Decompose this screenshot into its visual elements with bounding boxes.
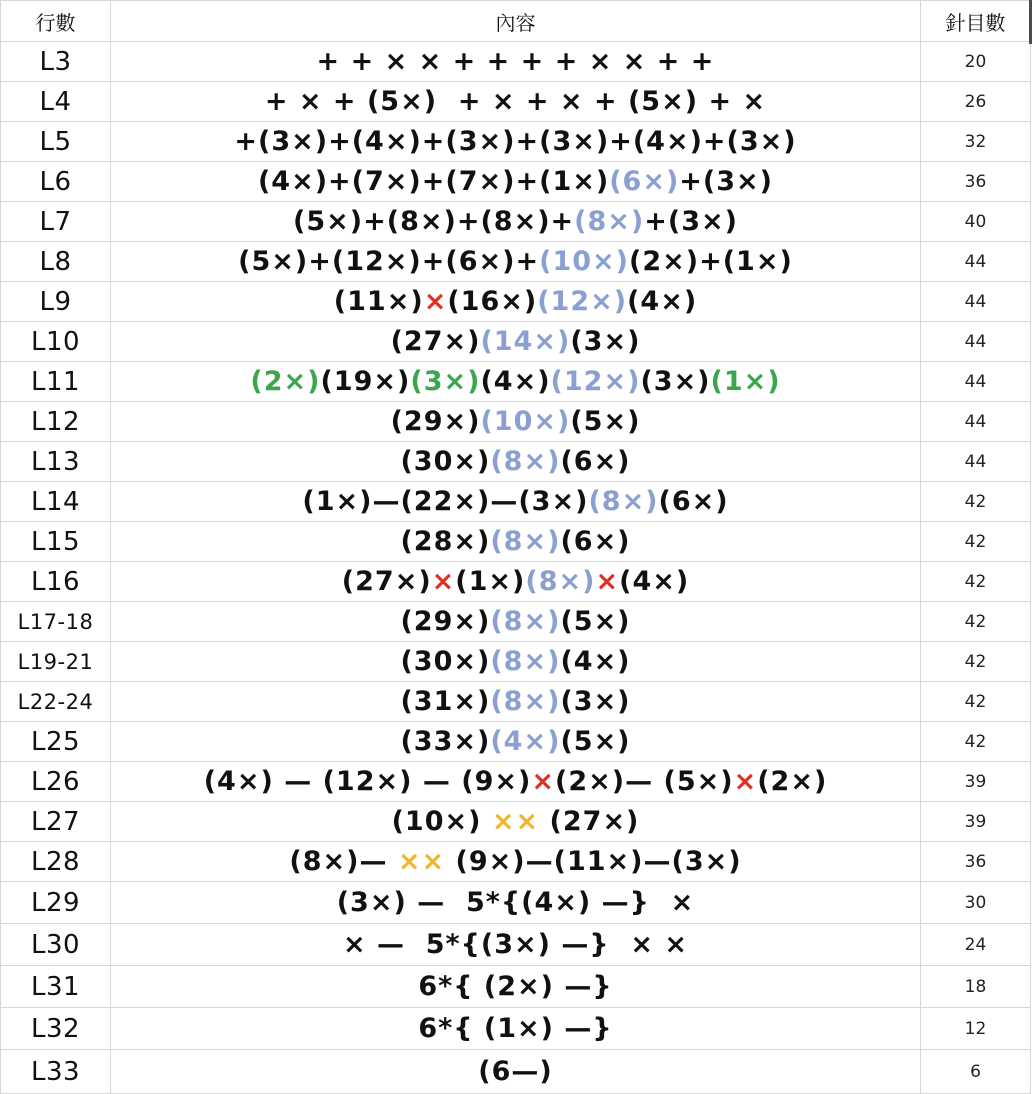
stitch-segment-blue: (8×) [490, 646, 561, 677]
table-row [1, 682, 1031, 722]
pattern-rows [1, 42, 1031, 1094]
stitch-count-cell[interactable]: 39 [921, 762, 1031, 802]
row-content-cell[interactable] [111, 682, 921, 722]
row-content-cell[interactable] [111, 642, 921, 682]
stitch-count-cell[interactable]: 6 [921, 1050, 1031, 1094]
stitch-segment-black: (28×) [400, 526, 491, 557]
row-label-cell[interactable]: L31 [1, 966, 111, 1008]
stitch-count-cell[interactable]: 12 [921, 1008, 1031, 1050]
table-row [1, 42, 1031, 82]
stitch-count-cell[interactable]: 44 [921, 322, 1031, 362]
table-row [1, 322, 1031, 362]
stitch-count-cell[interactable]: 42 [921, 722, 1031, 762]
stitch-segment-black: (5×) [560, 606, 631, 637]
stitch-segment-black: (2×)— (5×) [554, 766, 734, 797]
stitch-segment-yellow: ×× [491, 806, 540, 837]
row-label-cell[interactable]: L30 [1, 924, 111, 966]
row-content-cell[interactable] [111, 1050, 921, 1094]
stitch-segment-black: (29×) [400, 606, 491, 637]
row-label-cell[interactable]: L9 [1, 282, 111, 322]
row-content-cell[interactable] [111, 482, 921, 522]
row-label-cell[interactable]: L12 [1, 402, 111, 442]
row-content-cell[interactable] [111, 42, 921, 82]
stitch-segment-blue: (8×) [490, 606, 561, 637]
stitch-segment-black: (29×) [390, 406, 481, 437]
stitch-segment-black: (27×) [539, 806, 640, 837]
row-label-cell[interactable]: L10 [1, 322, 111, 362]
table-row [1, 82, 1031, 122]
table-row [1, 402, 1031, 442]
row-label-cell[interactable]: L14 [1, 482, 111, 522]
stitch-segment-black: (4×) [619, 566, 690, 597]
table-row [1, 522, 1031, 562]
row-content-cell[interactable] [111, 162, 921, 202]
header-stitch-count[interactable]: 針目數 [921, 1, 1031, 42]
row-label-cell[interactable]: L11 [1, 362, 111, 402]
row-content-cell[interactable] [111, 802, 921, 842]
stitch-segment-green: (1×) [710, 366, 781, 397]
stitch-segment-black: (6—) [478, 1056, 553, 1087]
stitch-count-cell[interactable]: 44 [921, 442, 1031, 482]
stitch-segment-black: (19×) [320, 366, 411, 397]
row-content-cell[interactable] [111, 402, 921, 442]
stitch-segment-black: (31×) [400, 686, 491, 717]
stitch-segment-red: × [595, 566, 620, 597]
stitch-segment-blue: (14×) [480, 326, 571, 357]
row-content-cell[interactable] [111, 322, 921, 362]
row-content-cell[interactable] [111, 282, 921, 322]
stitch-segment-blue: (12×) [550, 366, 641, 397]
stitch-segment-red: × [431, 566, 456, 597]
stitch-segment-blue: (8×) [588, 486, 659, 517]
stitch-count-cell[interactable]: 39 [921, 802, 1031, 842]
stitch-count-cell[interactable]: 30 [921, 882, 1031, 924]
stitch-segment-black: + × + (5×) + × + × + (5×) + × [264, 86, 767, 117]
stitch-segment-black: (27×) [341, 566, 432, 597]
row-content-cell[interactable] [111, 122, 921, 162]
stitch-segment-black: (30×) [400, 646, 491, 677]
table-row [1, 162, 1031, 202]
stitch-count-cell[interactable]: 42 [921, 642, 1031, 682]
stitch-segment-black: (2×)+(1×) [629, 246, 793, 277]
row-content-cell[interactable] [111, 82, 921, 122]
row-content-cell[interactable] [111, 1008, 921, 1050]
stitch-segment-red: × [733, 766, 758, 797]
row-label-cell[interactable]: L4 [1, 82, 111, 122]
stitch-segment-black: (2×) [757, 766, 828, 797]
table-row [1, 202, 1031, 242]
stitch-segment-black: (30×) [400, 446, 491, 477]
stitch-segment-red: × [531, 766, 555, 797]
row-label-cell[interactable]: L3 [1, 42, 111, 82]
table-row [1, 642, 1031, 682]
stitch-segment-black: (16×) [447, 286, 538, 317]
row-content-cell[interactable] [111, 762, 921, 802]
row-label-cell[interactable]: L25 [1, 722, 111, 762]
table-row [1, 242, 1031, 282]
row-label-cell[interactable]: L6 [1, 162, 111, 202]
row-content-cell[interactable] [111, 722, 921, 762]
stitch-segment-black: (33×) [400, 726, 491, 757]
stitch-segment-black: (10×) [391, 806, 492, 837]
stitch-segment-black: (5×)+(8×)+(8×)+ [293, 206, 575, 237]
stitch-count-cell[interactable]: 26 [921, 82, 1031, 122]
row-label-cell[interactable]: L15 [1, 522, 111, 562]
stitch-segment-black: (8×)— [289, 846, 398, 877]
stitch-count-cell[interactable]: 42 [921, 482, 1031, 522]
table-row [1, 282, 1031, 322]
stitch-segment-blue: (4×) [490, 726, 561, 757]
header-content[interactable]: 內容 [111, 1, 921, 42]
stitch-segment-black: (1×) [455, 566, 526, 597]
row-label-cell[interactable]: L28 [1, 842, 111, 882]
stitch-segment-green: (3×) [410, 366, 481, 397]
row-label-cell[interactable]: L33 [1, 1050, 111, 1094]
stitch-segment-black: (3×) [560, 686, 631, 717]
row-label-cell[interactable]: L17-18 [1, 602, 111, 642]
table-row [1, 1008, 1031, 1050]
stitch-count-cell[interactable]: 42 [921, 602, 1031, 642]
table-row [1, 482, 1031, 522]
stitch-segment-blue: (10×) [539, 246, 629, 277]
row-label-cell[interactable]: L5 [1, 122, 111, 162]
stitch-count-cell[interactable]: 44 [921, 402, 1031, 442]
row-content-cell[interactable] [111, 522, 921, 562]
table-row [1, 762, 1031, 802]
stitch-count-cell[interactable]: 20 [921, 42, 1031, 82]
stitch-segment-black: (3×) [570, 326, 641, 357]
stitch-segment-black: 6*{ (1×) —} [418, 1013, 613, 1044]
stitch-segment-green: (2×) [250, 366, 321, 397]
stitch-count-cell[interactable]: 36 [921, 162, 1031, 202]
row-content-cell[interactable] [111, 602, 921, 642]
stitch-segment-black: (3×) [640, 366, 711, 397]
stitch-segment-black: (27×) [390, 326, 481, 357]
stitch-segment-black: (4×) — (12×) — (9×) [203, 766, 532, 797]
stitch-segment-black: (6×) [560, 446, 631, 477]
stitch-segment-blue: (12×) [537, 286, 628, 317]
stitch-count-cell[interactable]: 40 [921, 202, 1031, 242]
stitch-segment-yellow: ×× [397, 846, 446, 877]
table-row [1, 842, 1031, 882]
table-row [1, 882, 1031, 924]
stitch-segment-black: (5×) [560, 726, 631, 757]
stitch-segment-black: 6*{ (2×) —} [418, 971, 613, 1002]
table-row [1, 924, 1031, 966]
stitch-count-cell[interactable]: 24 [921, 924, 1031, 966]
row-label-cell[interactable]: L22-24 [1, 682, 111, 722]
stitch-segment-blue: (8×) [490, 446, 561, 477]
stitch-segment-black: (4×) [627, 286, 698, 317]
row-content-cell[interactable] [111, 882, 921, 924]
row-content-cell[interactable] [111, 242, 921, 282]
stitch-segment-blue: (6×) [609, 166, 680, 197]
table-row [1, 602, 1031, 642]
stitch-segment-black: (3×) — 5*{(4×) —} × [336, 887, 695, 918]
stitch-segment-blue: (10×) [480, 406, 571, 437]
stitch-count-cell[interactable]: 44 [921, 362, 1031, 402]
row-content-cell[interactable] [111, 202, 921, 242]
table-row [1, 722, 1031, 762]
stitch-segment-black: (5×) [570, 406, 641, 437]
stitch-segment-black: +(3×)+(4×)+(3×)+(3×)+(4×)+(3×) [234, 126, 797, 157]
stitch-count-cell[interactable]: 32 [921, 122, 1031, 162]
stitch-segment-black: (11×) [333, 286, 424, 317]
stitch-segment-black: × — 5*{(3×) —} × × [342, 929, 689, 960]
table-row [1, 1050, 1031, 1094]
stitch-count-cell[interactable]: 42 [921, 562, 1031, 602]
stitch-count-cell[interactable]: 36 [921, 842, 1031, 882]
stitch-segment-black: (4×)+(7×)+(7×)+(1×) [257, 166, 610, 197]
row-content-cell[interactable] [111, 362, 921, 402]
table-row [1, 122, 1031, 162]
stitch-segment-blue: (8×) [490, 686, 561, 717]
stitch-count-cell[interactable]: 44 [921, 282, 1031, 322]
row-content-cell[interactable] [111, 966, 921, 1008]
stitch-segment-blue: (8×) [525, 566, 596, 597]
stitch-segment-black: (4×) [560, 646, 631, 677]
row-label-cell[interactable]: L16 [1, 562, 111, 602]
stitch-segment-black: +(3×) [679, 166, 774, 197]
row-label-cell[interactable]: L7 [1, 202, 111, 242]
stitch-segment-black: (5×)+(12×)+(6×)+ [238, 246, 540, 277]
stitch-segment-black: (4×) [480, 366, 551, 397]
stitch-count-cell[interactable]: 42 [921, 522, 1031, 562]
row-label-cell[interactable]: L19-21 [1, 642, 111, 682]
header-row-count-label[interactable]: 行數 [1, 1, 111, 42]
stitch-segment-black: (6×) [560, 526, 631, 557]
row-label-cell[interactable]: L29 [1, 882, 111, 924]
row-label-cell[interactable]: L27 [1, 802, 111, 842]
stitch-segment-blue: (8×) [490, 526, 561, 557]
stitch-segment-black: (1×)—(22×)—(3×) [302, 486, 589, 517]
stitch-segment-black: (9×)—(11×)—(3×) [445, 846, 742, 877]
stitch-segment-red: × [423, 286, 448, 317]
header-row [1, 1, 1031, 42]
stitch-count-cell[interactable]: 18 [921, 966, 1031, 1008]
stitch-count-cell[interactable]: 44 [921, 242, 1031, 282]
row-content-cell[interactable] [111, 842, 921, 882]
stitch-segment-black: (6×) [658, 486, 729, 517]
table-row [1, 442, 1031, 482]
row-content-cell[interactable] [111, 442, 921, 482]
table-row [1, 802, 1031, 842]
row-label-cell[interactable]: L8 [1, 242, 111, 282]
stitch-segment-black: + + × × + + + + × × + + [316, 46, 715, 77]
row-label-cell[interactable]: L13 [1, 442, 111, 482]
table-row [1, 362, 1031, 402]
table-row [1, 966, 1031, 1008]
row-label-cell[interactable]: L32 [1, 1008, 111, 1050]
stitch-segment-black: +(3×) [644, 206, 738, 237]
row-content-cell[interactable] [111, 562, 921, 602]
stitch-segment-blue: (8×) [574, 206, 645, 237]
row-content-cell[interactable] [111, 924, 921, 966]
row-label-cell[interactable]: L26 [1, 762, 111, 802]
table-row [1, 562, 1031, 602]
stitch-count-cell[interactable]: 42 [921, 682, 1031, 722]
